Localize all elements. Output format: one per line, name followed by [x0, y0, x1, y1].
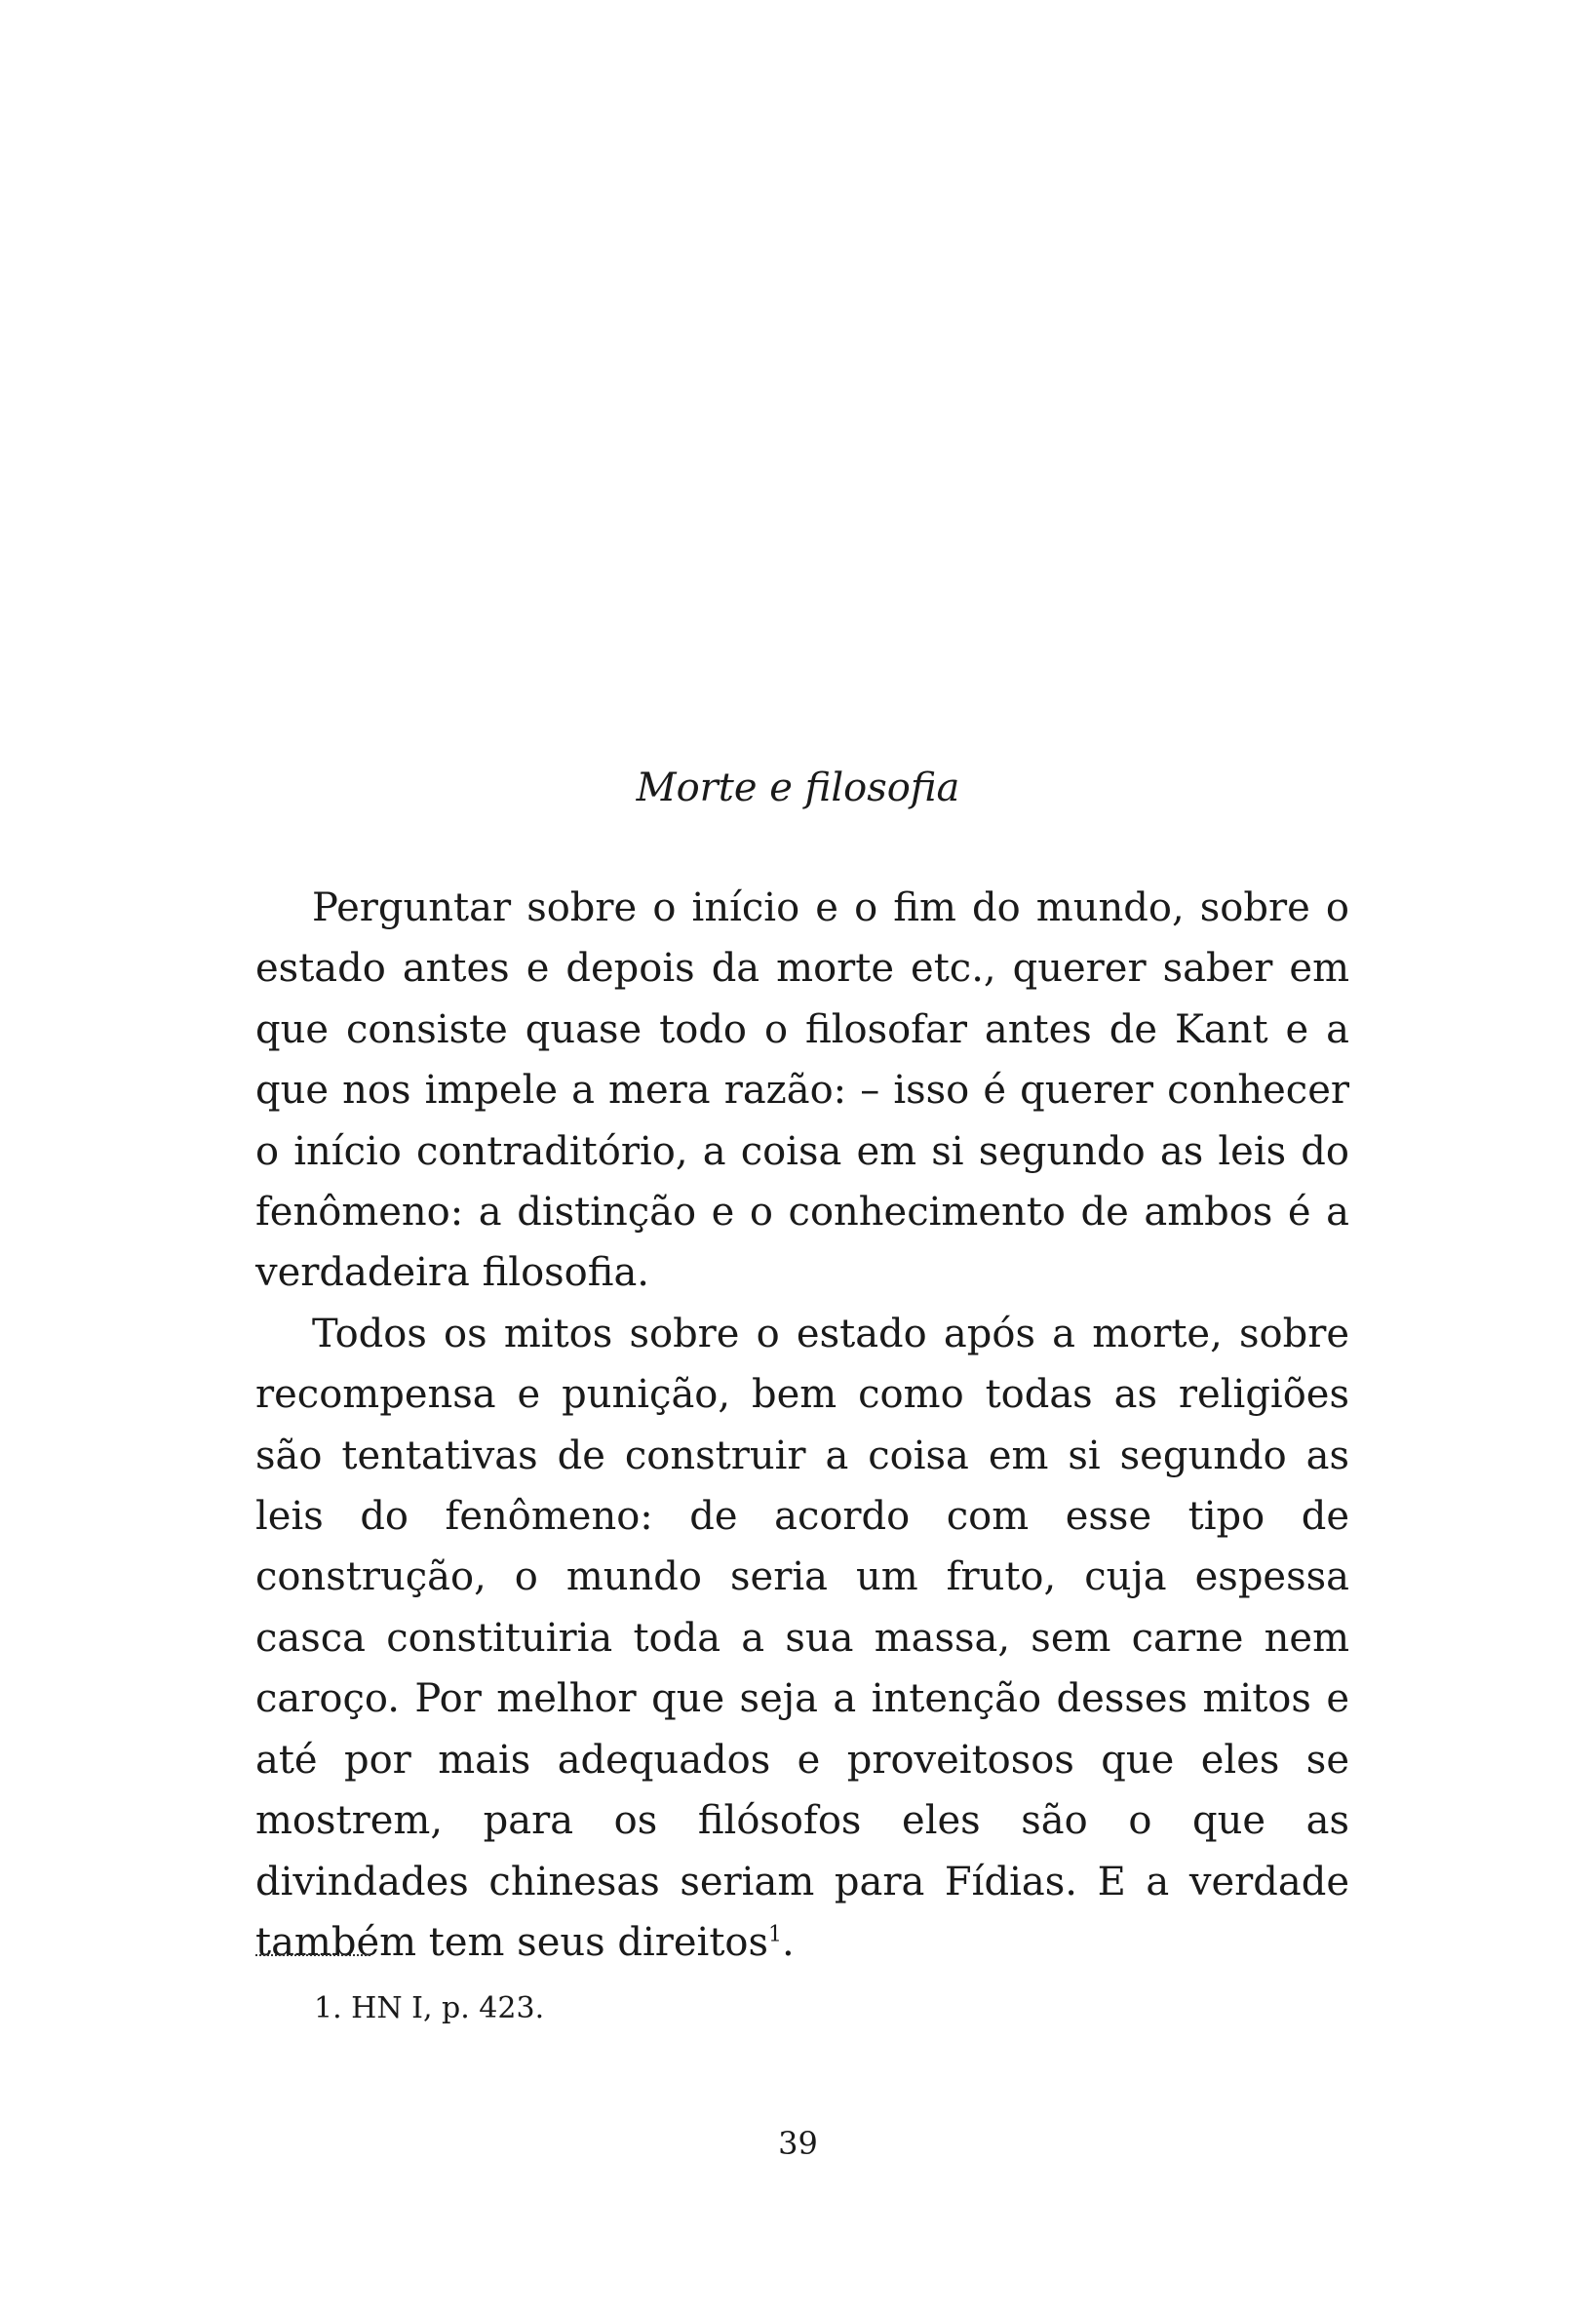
footnote-divider [255, 1954, 370, 1956]
page-number: 39 [778, 2125, 818, 2162]
chapter-title: Morte e filosofia [636, 765, 960, 810]
paragraph-text: Perguntar sobre o início e o fim do mundo, sobre o estado antes e depois da morte etc., querer saber em que consiste quase todo o filosofar antes de Kant e a que nos impele a mera razão: – isso é querer conhecer o início contraditório, a coisa em si segundo as leis do fenômeno: a distinção e o conhecimento de ambos é a verdadeira filosofia. [255, 885, 1349, 1296]
paragraph-text: Todos os mitos sobre o estado após a morte, sobre recompensa e punição, bem como todas as religiões são tentativas de construir a coisa em si segundo as leis do fenômeno: de acordo com esse tipo de construção, o mundo seria um fruto, cuja espessa casca constituiria toda a sua massa, sem carne nem caroço. Por melhor que seja a intenção desses mitos e até por mais adequados e proveitosos que eles se mostrem, para os filósofos eles são o que as divindades chinesas seriam para Fídias. E a verdade também tem seus direitos [255, 1311, 1349, 1965]
footnote-reference[interactable]: 1 [768, 1922, 783, 1947]
paragraph [255, 878, 1349, 1304]
body-text [255, 878, 1349, 1973]
footnote: 1. HN I, p. 423. [314, 1991, 545, 2025]
paragraph: Todos os mitos sobre o estado após a morte, sobre recompensa e punição, bem como todas as religiões são tentativas de construir a coisa em si segundo as leis do fenômeno: de acordo com esse tipo de construção, o mundo seria um fruto, cuja espessa casca constituiria toda a sua massa, sem carne nem caroço. Por melhor que seja a intenção desses mitos e até por mais adequados e proveitosos que eles se mostrem, para os filósofos eles são o que as divindades chinesas seriam para Fídias. E a verdade também tem seus direitos$^1$. [255, 1311, 1349, 1965]
